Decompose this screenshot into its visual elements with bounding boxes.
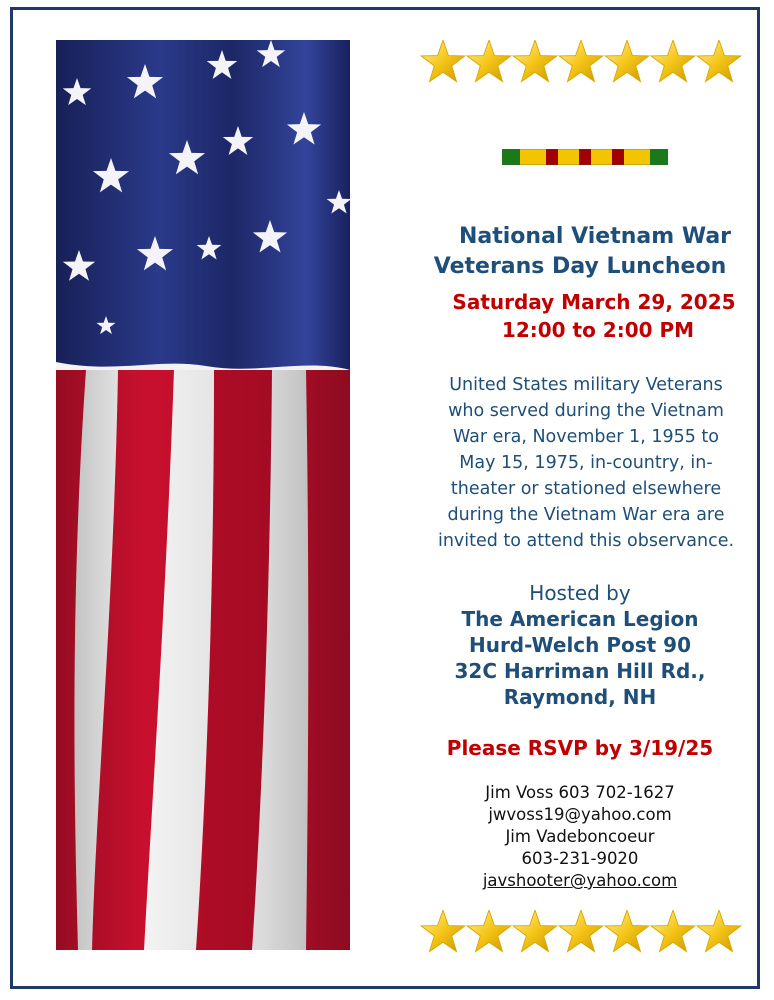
contact-info bbox=[404, 782, 756, 892]
event-title-line2: Veterans Day Luncheon bbox=[433, 254, 727, 279]
stars-top-row bbox=[420, 40, 742, 88]
contact-line: 603-231-9020 bbox=[521, 849, 639, 868]
contact-line: Jim Vadeboncoeur bbox=[505, 827, 655, 846]
description-line: United States military Veterans bbox=[449, 375, 723, 395]
event-title-line1: National Vietnam War bbox=[458, 224, 732, 249]
contact-email-link[interactable]: javshooter@yahoo.com bbox=[482, 871, 678, 890]
host-info bbox=[404, 580, 756, 710]
host-address: 32C Harriman Hill Rd., bbox=[454, 659, 706, 683]
description-line: May 15, 1975, in-country, in- bbox=[459, 453, 713, 473]
rsvp-label: Please RSVP by 3/19/25 bbox=[446, 736, 714, 760]
event-description bbox=[412, 372, 760, 554]
description-line: invited to attend this observance. bbox=[437, 531, 735, 551]
event-time: 12:00 to 2:00 PM bbox=[501, 318, 695, 342]
rsvp-section bbox=[404, 734, 756, 762]
american-flag-image bbox=[56, 40, 350, 950]
contact-line: Jim Voss 603 702-1627 bbox=[485, 783, 675, 802]
stars-bottom-row bbox=[420, 910, 742, 958]
description-line: during the Vietnam War era are bbox=[447, 505, 725, 525]
vietnam-service-ribbon bbox=[502, 149, 668, 165]
contact-email-link[interactable]: jwvoss19@yahoo.com bbox=[488, 805, 672, 824]
host-organization: The American Legion bbox=[461, 607, 699, 631]
description-line: theater or stationed elsewhere bbox=[450, 479, 722, 499]
event-date-time bbox=[404, 288, 756, 344]
event-title bbox=[404, 222, 756, 282]
description-line: who served during the Vietnam bbox=[448, 401, 724, 421]
event-date: Saturday March 29, 2025 bbox=[452, 290, 736, 314]
description-line: War era, November 1, 1955 to bbox=[452, 427, 719, 447]
hosted-by-label: Hosted by bbox=[529, 581, 631, 605]
host-city: Raymond, NH bbox=[503, 685, 657, 709]
host-post: Hurd-Welch Post 90 bbox=[468, 633, 692, 657]
